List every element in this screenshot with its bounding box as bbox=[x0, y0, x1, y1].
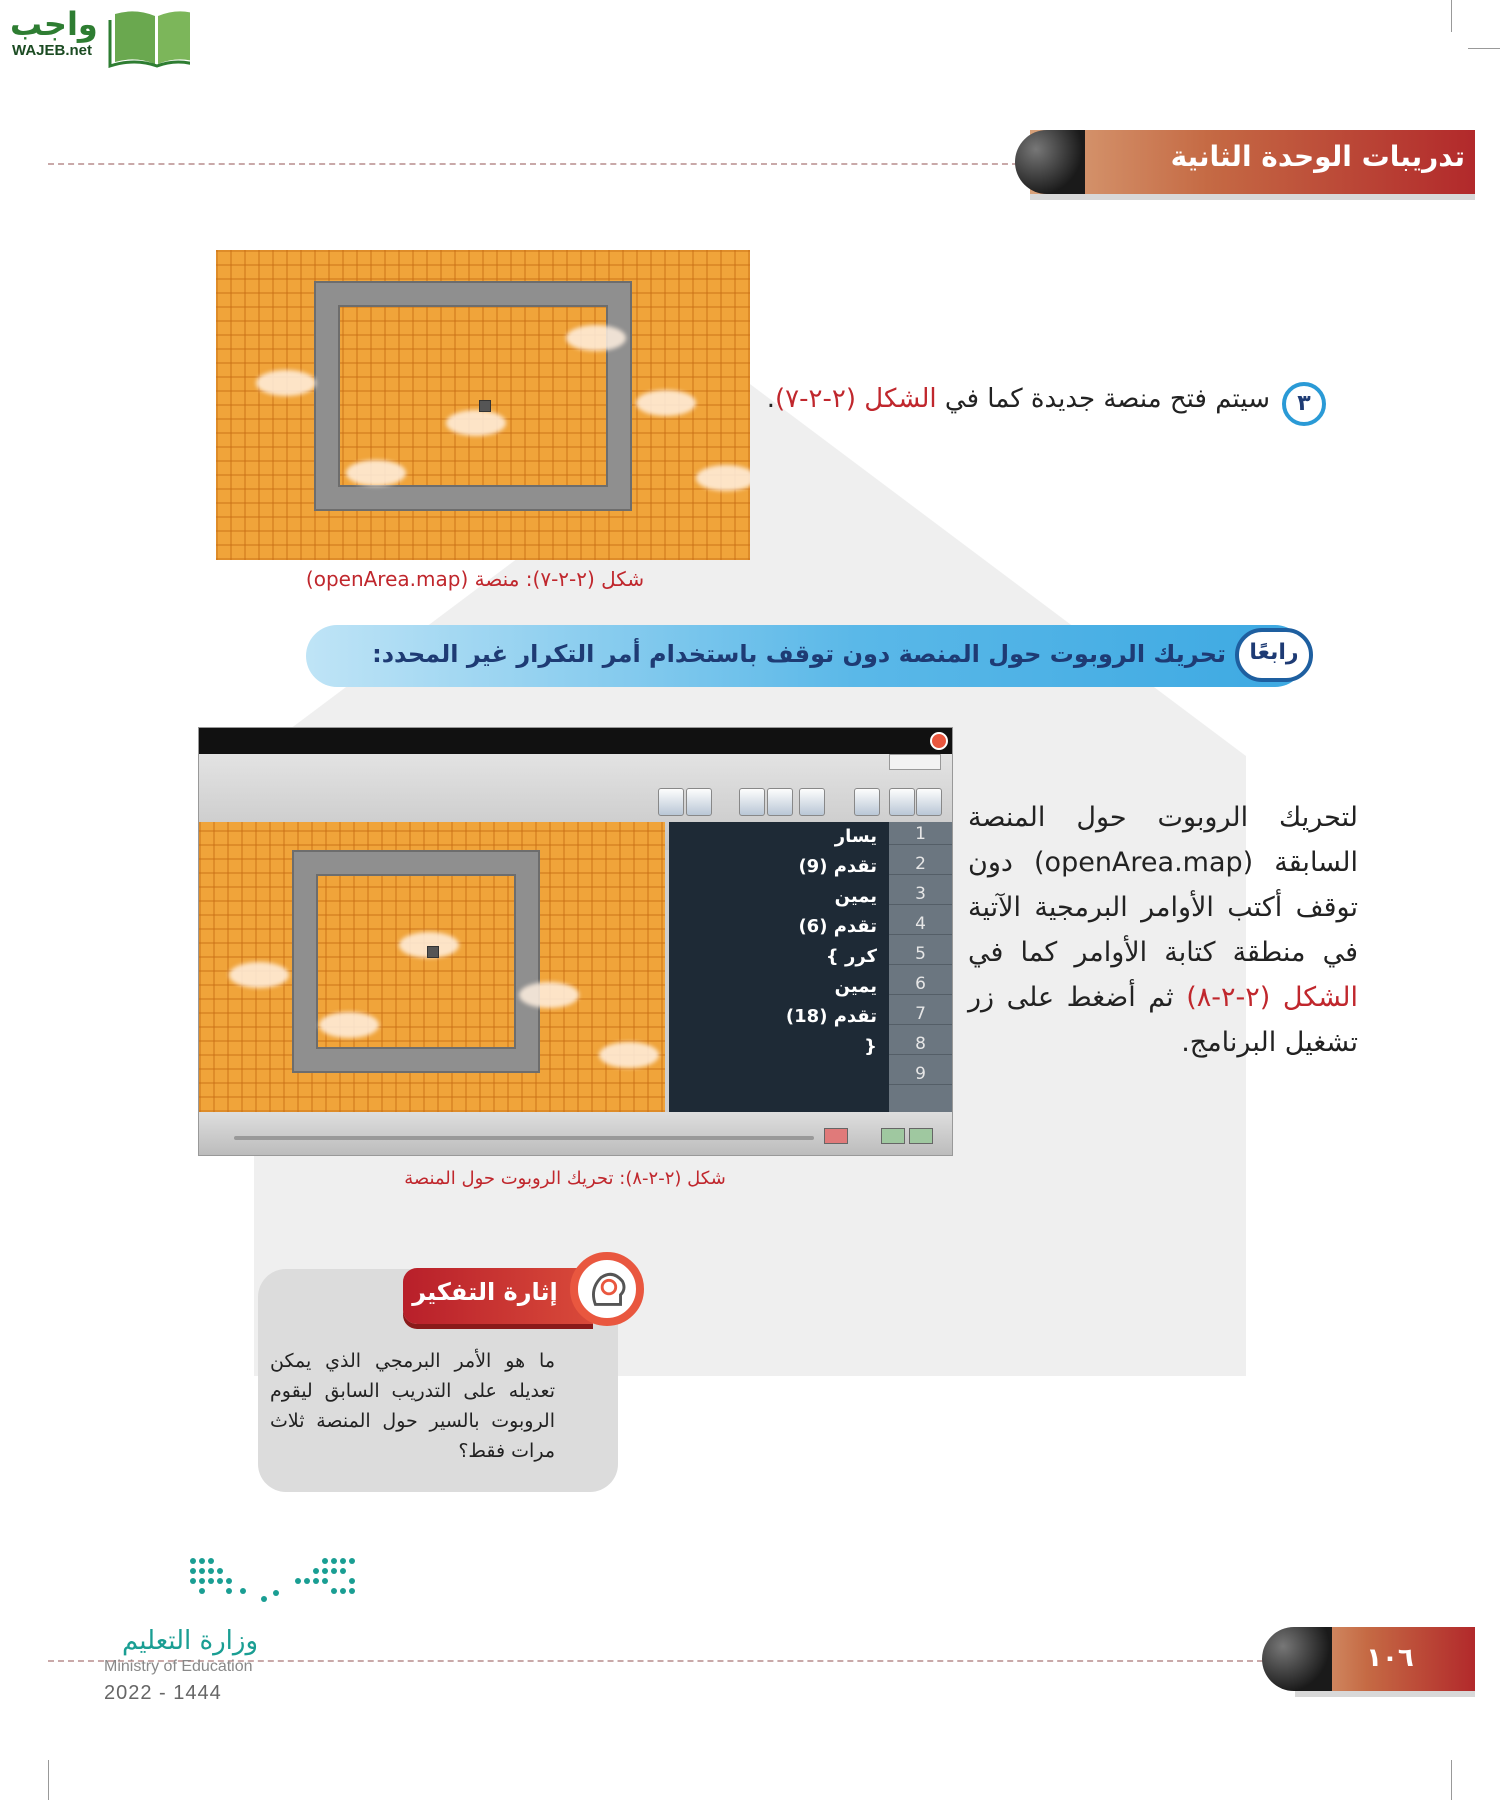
app-map-view bbox=[199, 822, 665, 1112]
code-line-7[interactable]: تقدم (18) bbox=[785, 1006, 877, 1027]
robot bbox=[427, 946, 439, 958]
ribbon-button-icon[interactable] bbox=[686, 788, 712, 816]
code-line-5[interactable]: كرر } bbox=[825, 946, 877, 967]
line-number: 7 bbox=[889, 1004, 952, 1025]
footer-banner-cap bbox=[1262, 1627, 1332, 1691]
step-button[interactable] bbox=[881, 1128, 905, 1144]
thinking-question: ما هو الأمر البرمجي الذي يمكن تعديله على التدريب السابق ليقوم الروبوت بالسير حول المنصة ثلاث مرات فقط؟ bbox=[270, 1350, 555, 1462]
code-line-8[interactable]: { bbox=[864, 1036, 877, 1057]
step-number-3: ٣ bbox=[1282, 382, 1326, 426]
ribbon-button-icon[interactable] bbox=[767, 788, 793, 816]
ribbon-button-icon[interactable] bbox=[854, 788, 880, 816]
code-line-3[interactable]: يمين bbox=[834, 886, 877, 907]
code-line-6[interactable]: يمين bbox=[834, 976, 877, 997]
line-number: 3 bbox=[889, 884, 952, 905]
page-title: تدريبات الوحدة الثانية bbox=[1170, 140, 1465, 173]
head-gear-icon bbox=[570, 1252, 644, 1326]
ministry-name-arabic: وزارة التعليم bbox=[121, 1626, 259, 1656]
speed-slider[interactable] bbox=[234, 1136, 814, 1140]
section-4-label: رابعًا bbox=[1249, 640, 1299, 665]
figure-7-caption: شكل (٢-٢-٧): منصة (openArea.map) bbox=[305, 567, 645, 591]
ribbon-button-icon[interactable] bbox=[799, 788, 825, 816]
app-titlebar bbox=[199, 728, 952, 756]
crop-mark bbox=[1451, 0, 1452, 32]
play-button[interactable] bbox=[909, 1128, 933, 1144]
cloud bbox=[696, 465, 750, 491]
page-number: ١٠٦ bbox=[1366, 1643, 1414, 1673]
logo-latin: WAJEB.net bbox=[12, 42, 93, 59]
line-number: 6 bbox=[889, 974, 952, 995]
header-divider bbox=[48, 163, 1018, 165]
line-number: 1 bbox=[889, 824, 952, 845]
line-number: 9 bbox=[889, 1064, 952, 1085]
crop-mark bbox=[1451, 1760, 1452, 1800]
cloud bbox=[256, 370, 316, 396]
paragraph-text-after: ثم أضغط على زر تشغيل البرنامج. bbox=[968, 982, 1358, 1058]
cloud bbox=[519, 982, 579, 1008]
paragraph-text-before: لتحريك الروبوت حول المنصة السابقة (openArea.map) دون توقف أكتب الأوامر البرمجية الآتية في منطقة كتابة الأوامر كما في bbox=[968, 802, 1358, 968]
ribbon-button-icon[interactable] bbox=[658, 788, 684, 816]
crop-mark bbox=[48, 1760, 49, 1800]
code-line-4[interactable]: تقدم (6) bbox=[798, 916, 877, 937]
step-3-text-before: سيتم فتح منصة جديدة كما في bbox=[936, 384, 1270, 414]
cloud bbox=[636, 390, 696, 416]
cloud bbox=[346, 460, 406, 486]
cloud bbox=[446, 410, 506, 436]
paragraph-figure-ref: الشكل (٢-٢-٨) bbox=[1186, 982, 1359, 1013]
step-3-text-after: . bbox=[766, 384, 776, 414]
ribbon-tab-active bbox=[889, 754, 941, 770]
line-numbers-gutter bbox=[889, 822, 952, 1112]
cloud bbox=[229, 962, 289, 988]
step-3-figure-ref: الشكل (٢-٢-٧) bbox=[775, 384, 937, 414]
section-4-title: تحريك الروبوت حول المنصة دون توقف باستخدام أمر التكرار غير المحدد: bbox=[372, 640, 1226, 668]
header-banner-cap bbox=[1015, 130, 1085, 194]
platform-wall bbox=[294, 852, 538, 1071]
ribbon-button-icon[interactable] bbox=[916, 788, 942, 816]
code-line-2[interactable]: تقدم (9) bbox=[798, 856, 877, 877]
app-logo-icon bbox=[930, 732, 948, 750]
cloud bbox=[319, 1012, 379, 1038]
robot bbox=[479, 400, 491, 412]
ministry-name-english: Ministry of Education bbox=[104, 1658, 253, 1675]
logo-arabic: واجب bbox=[10, 5, 98, 43]
crop-mark bbox=[1468, 48, 1500, 49]
line-number: 4 bbox=[889, 914, 952, 935]
figure-7-map-image bbox=[216, 250, 750, 560]
edition-year: 2022 - 1444 bbox=[104, 1682, 222, 1704]
ribbon-button-icon[interactable] bbox=[739, 788, 765, 816]
cloud bbox=[599, 1042, 659, 1068]
step-3-text bbox=[740, 384, 1270, 414]
ribbon-button-icon[interactable] bbox=[889, 788, 915, 816]
cloud bbox=[566, 325, 626, 351]
instruction-paragraph bbox=[968, 795, 1358, 1065]
figure-8-caption: شكل (٢-٢-٨): تحريك الروبوت حول المنصة bbox=[404, 1168, 726, 1189]
thinking-box-title: إثارة التفكير bbox=[412, 1278, 558, 1306]
line-number: 8 bbox=[889, 1034, 952, 1055]
code-line-1[interactable]: يسار bbox=[834, 826, 877, 847]
line-number: 2 bbox=[889, 854, 952, 875]
line-number: 5 bbox=[889, 944, 952, 965]
robomind-app-screenshot bbox=[198, 727, 953, 1156]
stop-button[interactable] bbox=[824, 1128, 848, 1144]
ministry-logo-icon bbox=[188, 1555, 358, 1605]
